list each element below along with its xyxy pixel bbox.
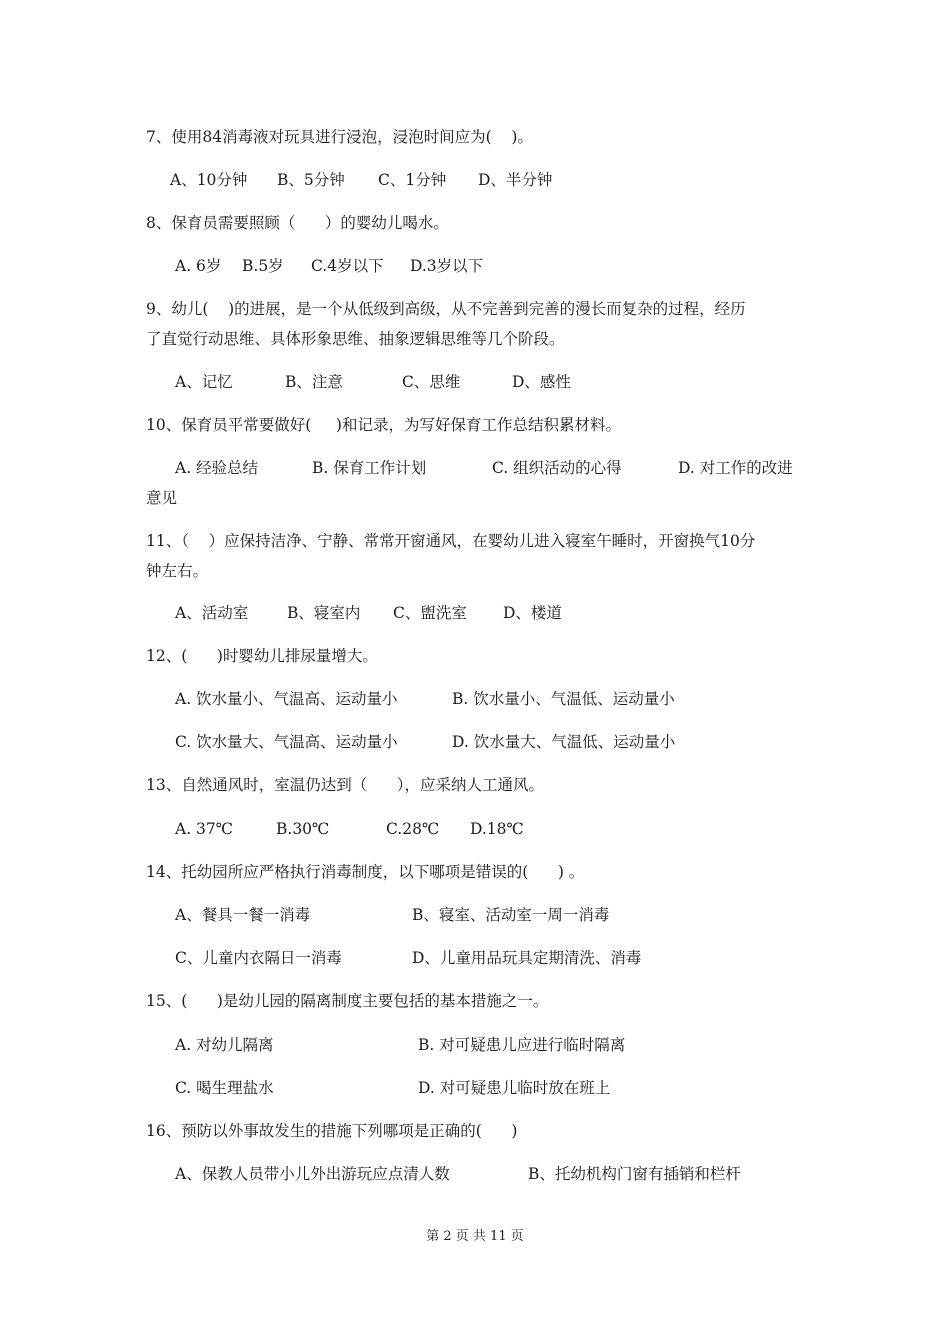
question-14-option-d: D、儿童用品玩具定期清洗、消毒 bbox=[412, 949, 642, 967]
question-10-option-c: C. 组织活动的心得 bbox=[492, 459, 622, 477]
question-9-option-c: C、思维 bbox=[402, 373, 461, 391]
question-7-option-c: C、1分钟 bbox=[378, 171, 447, 189]
question-10-option-b: B. 保育工作计划 bbox=[312, 459, 427, 477]
question-16-stem: 16、预防以外事故发生的措施下列哪项是正确的( ) bbox=[146, 1122, 518, 1140]
question-13-stem: 13、自然通风时，室温仍达到（ ），应采纳人工通风。 bbox=[146, 776, 545, 794]
question-15-option-c: C. 喝生理盐水 bbox=[175, 1079, 274, 1097]
question-10-option-a: A. 经验总结 bbox=[175, 459, 259, 477]
question-7-stem: 7、使用84消毒液对玩具进行浸泡，浸泡时间应为( )。 bbox=[146, 128, 533, 146]
question-14-stem: 14、托幼园所应严格执行消毒制度，以下哪项是错误的( ) 。 bbox=[146, 863, 585, 881]
question-13-option-b: B.30℃ bbox=[276, 820, 330, 838]
question-8-option-c: C.4岁以下 bbox=[311, 257, 384, 275]
question-9-option-d: D、感性 bbox=[512, 373, 571, 391]
question-8-option-b: B.5岁 bbox=[242, 257, 284, 275]
question-9-option-b: B、注意 bbox=[285, 373, 343, 391]
question-16-option-b: B、托幼机构门窗有插销和栏杆 bbox=[528, 1165, 741, 1183]
page-number-footer: 第 2 页 共 11 页 bbox=[426, 1229, 524, 1244]
question-8-option-a: A. 6岁 bbox=[175, 257, 222, 275]
question-16-option-a: A、保教人员带小儿外出游玩应点清人数 bbox=[175, 1165, 450, 1183]
question-12-option-c: C. 饮水量大、气温高、运动量小 bbox=[175, 733, 398, 751]
question-11-stem-line-2: 钟左右。 bbox=[146, 562, 209, 580]
question-10-option-d: D. 对工作的改进 bbox=[678, 459, 793, 477]
question-11-option-c: C、盥洗室 bbox=[393, 604, 467, 622]
question-12-option-d: D. 饮水量大、气温低、运动量小 bbox=[452, 733, 676, 751]
question-9-option-a: A、记忆 bbox=[175, 373, 233, 391]
question-8-option-d: D.3岁以下 bbox=[410, 257, 484, 275]
question-10-option-d-continuation: 意见 bbox=[146, 489, 178, 507]
question-9-stem-line-1: 9、幼儿( )的进展，是一个从低级到高级，从不完善到完善的漫长而复杂的过程，经历 bbox=[146, 300, 746, 318]
question-10-stem: 10、保育员平常要做好( )和记录，为写好保育工作总结积累材料。 bbox=[146, 416, 621, 434]
question-15-stem: 15、( )是幼儿园的隔离制度主要包括的基本措施之一。 bbox=[146, 992, 549, 1010]
question-7-option-a: A、10分钟 bbox=[170, 171, 248, 189]
question-15-option-b: B. 对可疑患儿应进行临时隔离 bbox=[418, 1036, 626, 1054]
question-15-option-d: D. 对可疑患儿临时放在班上 bbox=[418, 1079, 611, 1097]
question-8-stem: 8、保育员需要照顾（ ）的婴幼儿喝水。 bbox=[146, 214, 449, 232]
question-12-option-b: B. 饮水量小、气温低、运动量小 bbox=[452, 690, 675, 708]
question-14-option-b: B、寝室、活动室一周一消毒 bbox=[412, 906, 610, 924]
question-7-option-d: D、半分钟 bbox=[478, 171, 553, 189]
question-9-stem-line-2: 了直觉行动思维、具体形象思维、抽象逻辑思维等几个阶段。 bbox=[146, 330, 565, 348]
question-11-option-b: B、寝室内 bbox=[287, 604, 361, 622]
question-12-stem: 12、( )时婴幼儿排尿量增大。 bbox=[146, 647, 378, 665]
question-11-option-d: D、楼道 bbox=[503, 604, 562, 622]
question-13-option-a: A. 37℃ bbox=[175, 820, 234, 838]
question-11-option-a: A、活动室 bbox=[175, 604, 249, 622]
question-14-option-a: A、餐具一餐一消毒 bbox=[175, 906, 311, 924]
question-12-option-a: A. 饮水量小、气温高、运动量小 bbox=[175, 690, 398, 708]
question-7-option-b: B、5分钟 bbox=[277, 171, 345, 189]
question-13-option-d: D.18℃ bbox=[470, 820, 524, 838]
question-14-option-c: C、儿童内衣隔日一消毒 bbox=[175, 949, 342, 967]
question-15-option-a: A. 对幼儿隔离 bbox=[175, 1036, 274, 1054]
question-13-option-c: C.28℃ bbox=[386, 820, 440, 838]
question-11-stem-line-1: 11、（ ）应保持洁净、宁静、常常开窗通风，在婴幼儿进入寝室午睡时，开窗换气10分 bbox=[146, 532, 756, 550]
